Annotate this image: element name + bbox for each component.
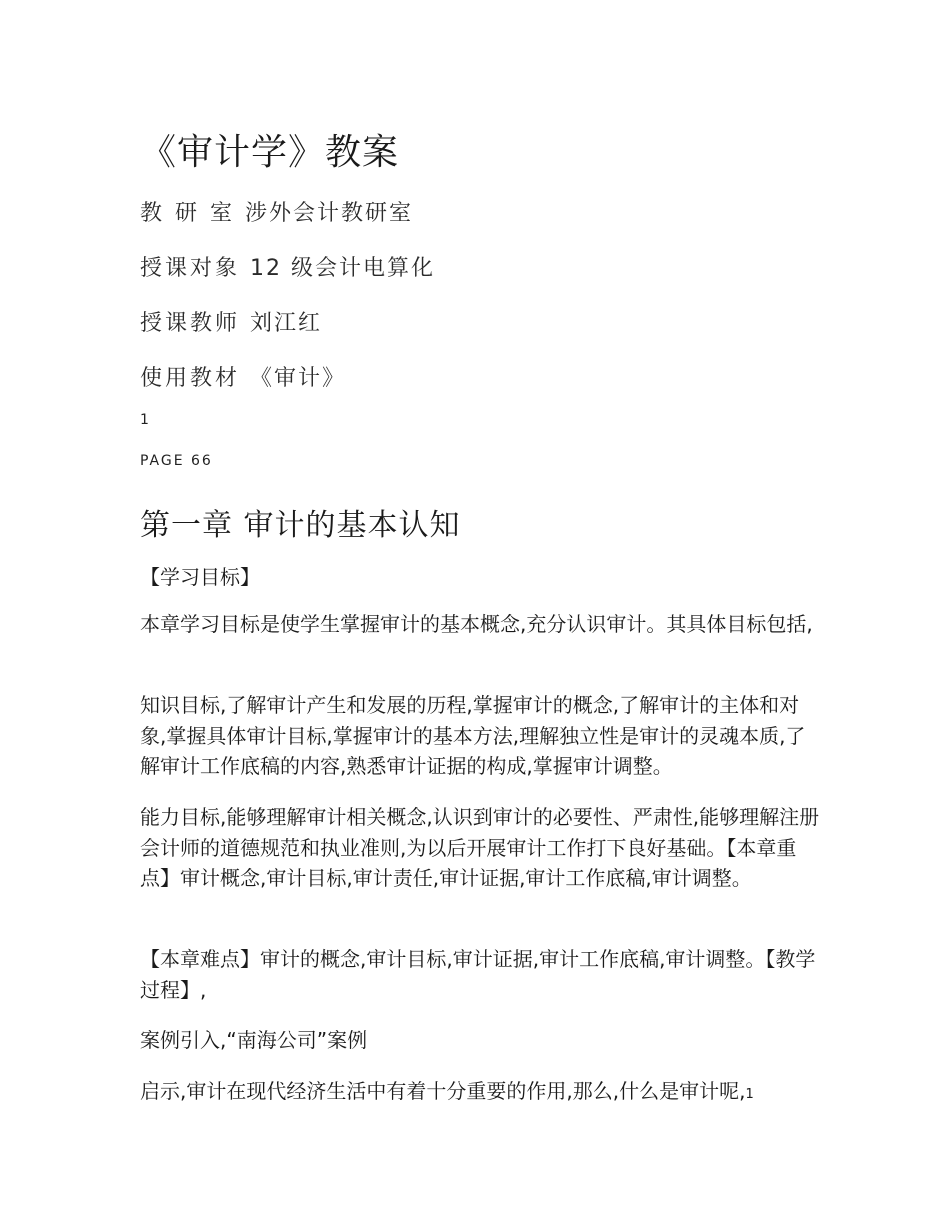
meta-label: 使用教材 [140,366,241,391]
meta-row-department [140,196,413,227]
paragraph-inspiration-text: 启示,审计在现代经济生活中有着十分重要的作用,那么,什么是审计呢, [140,1079,746,1103]
meta-value: 涉外会计教研室 [245,201,414,226]
paragraph-ability-goal: 能力目标,能够理解审计相关概念,认识到审计的必要性、严肃性,能够理解注册会计师的道德规范和执业准则,为以后开展审计工作打下良好基础。【本章重点】审计概念,审计目标,审计责任,审计证据,审计工作底稿,审计调整。 [140,805,820,890]
footnote-ref: 1 [745,1087,754,1102]
paragraph-knowledge-goal: 知识目标,了解审计产生和发展的历程,掌握审计的概念,了解审计的主体和对象,掌握具体审计目标,掌握审计的基本方法,理解独立性是审计的灵魂本质,了解审计工作底稿的内容,熟悉审计证据的构成,掌握审计调整。 [140,693,806,778]
footnote-marker: 1 [140,412,149,428]
meta-row-textbook [140,361,346,392]
meta-label: 教 研 室 [140,201,235,226]
meta-row-teacher [140,306,322,337]
page-label: PAGE 66 [140,453,213,469]
paragraph-inspiration [140,1076,820,1111]
meta-value: 《审计》 [250,366,347,391]
meta-row-audience [140,251,435,282]
meta-label: 授课教师 [140,311,241,336]
paragraph-case-intro: 案例引入,“南海公司”案例 [140,1028,368,1052]
meta-label: 授课对象 [140,256,241,281]
chapter-title: 第一章 审计的基本认知 [140,508,461,543]
document-title: 《审计学》教案 [140,132,400,173]
meta-value: 12 级会计电算化 [250,256,436,281]
paragraph-learning-goals-heading: 【学习目标】 [140,565,260,589]
paragraph-difficulties: 【本章难点】审计的概念,审计目标,审计证据,审计工作底稿,审计调整。【教学过程】, [140,947,816,1002]
paragraph-chapter-goal: 本章学习目标是使学生掌握审计的基本概念,充分认识审计。其具体目标包括, [140,612,813,636]
meta-value: 刘江红 [250,311,323,336]
